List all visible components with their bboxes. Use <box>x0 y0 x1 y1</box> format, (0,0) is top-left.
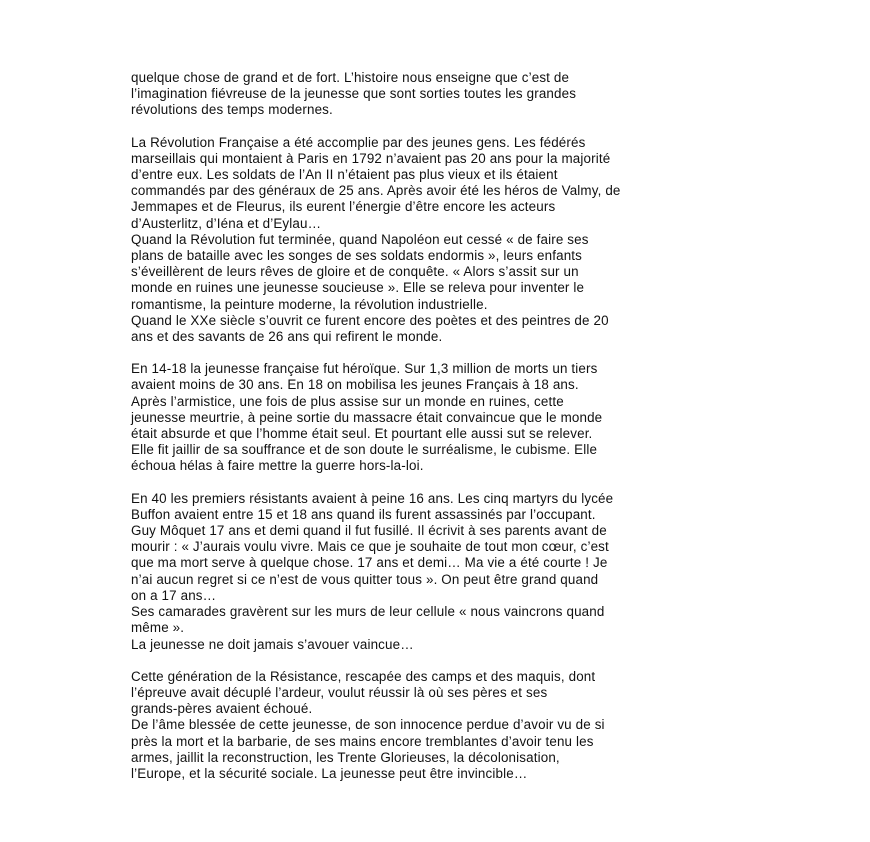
text-line: d’entre eux. Les soldats de l’An II n’étaient pas plus vieux et ils étaient <box>131 167 558 183</box>
text-line: En 14-18 la jeunesse française fut héroïque. Sur 1,3 million de morts un tiers <box>131 361 598 377</box>
text-line: Cette génération de la Résistance, rescapée des camps et des maquis, dont <box>131 668 596 684</box>
text-line: Après l’armistice, une fois de plus assise sur un monde en ruines, cette <box>131 393 564 409</box>
text-line: s’éveillèrent de leurs rêves de gloire et de conquête. « Alors s’assit sur un <box>131 264 579 280</box>
document-page <box>131 70 751 798</box>
text-line: l’imagination fiévreuse de la jeunesse que sont sorties toutes les grandes <box>131 86 577 102</box>
text-line: marseillais qui montaient à Paris en 1792 n’avaient pas 20 ans pour la majorité <box>131 150 611 166</box>
text-line: plans de bataille avec les songes de ses soldats endormis », leurs enfants <box>131 248 583 264</box>
text-line: ans et des savants de 26 ans qui refirent le monde. <box>131 329 443 345</box>
text-line: Quand la Révolution fut terminée, quand Napoléon eut cessé « de faire ses <box>131 231 589 247</box>
text-line: n’ai aucun regret si ce n’est de vous quitter tous ». On peut être grand quand <box>131 571 599 587</box>
text-line: La jeunesse ne doit jamais s’avouer vaincue… <box>131 636 414 652</box>
text-line: quelque chose de grand et de fort. L’histoire nous enseigne que c’est de <box>131 70 570 85</box>
text-line: De l’âme blessée de cette jeunesse, de son innocence perdue d’avoir vu de si <box>131 717 605 733</box>
paragraph-2 <box>131 135 751 346</box>
text-line: l’Europe, et la sécurité sociale. La jeunesse peut être invincible… <box>131 765 528 781</box>
text-line: révolutions des temps modernes. <box>131 102 333 118</box>
text-line: Guy Môquet 17 ans et demi quand il fut fusillé. Il écrivit à ses parents avant de <box>131 523 607 539</box>
text-line: on a 17 ans… <box>131 587 217 603</box>
text-line: grands-pères avaient échoué. <box>131 701 313 717</box>
text-line: Elle fit jaillir de sa souffrance et de son doute le surréalisme, le cubisme. Elle <box>131 442 598 458</box>
text-line: même ». <box>131 620 185 636</box>
text-line: jeunesse meurtrie, à peine sortie du massacre était convaincue que le monde <box>131 409 603 425</box>
paragraph-1 <box>131 70 751 119</box>
text-line: La Révolution Française a été accomplie par des jeunes gens. Les fédérés <box>131 134 586 150</box>
paragraph-4 <box>131 491 751 653</box>
text-line: Quand le XXe siècle s’ouvrit ce furent encore des poètes et des peintres de 20 <box>131 312 609 328</box>
text-line: était absurde et que l’homme était seul. Et pourtant elle aussi sut se relever. <box>131 426 593 442</box>
text-line: Ses camarades gravèrent sur les murs de leur cellule « nous vaincrons quand <box>131 604 605 620</box>
text-line: près la mort et la barbarie, de ses mains encore tremblantes d’avoir tenu les <box>131 733 594 749</box>
text-line: avaient moins de 30 ans. En 18 on mobilisa les jeunes Français à 18 ans. <box>131 377 579 393</box>
text-line: mourir : « J’aurais voulu vivre. Mais ce que je souhaite de tout mon cœur, c’est <box>131 539 609 555</box>
paragraph-5 <box>131 669 751 782</box>
text-line: échoua hélas à faire mettre la guerre hors-la-loi. <box>131 458 424 474</box>
text-line: que ma mort serve à quelque chose. 17 ans et demi… Ma vie a été courte ! Je <box>131 555 608 571</box>
text-line: Buffon avaient entre 15 et 18 ans quand ils furent assassinés par l’occupant. <box>131 506 596 522</box>
text-line: armes, jaillit la reconstruction, les Trente Glorieuses, la décolonisation, <box>131 749 560 765</box>
text-line: l’épreuve avait décuplé l’ardeur, voulut réussir là où ses pères et ses <box>131 684 548 700</box>
paragraph-3 <box>131 361 751 474</box>
text-line: En 40 les premiers résistants avaient à peine 16 ans. Les cinq martyrs du lycée <box>131 490 614 506</box>
text-line: d’Austerlitz, d’Iéna et d’Eylau… <box>131 215 322 231</box>
text-line: commandés par des généraux de 25 ans. Après avoir été les héros de Valmy, de <box>131 183 621 199</box>
text-line: romantisme, la peinture moderne, la révolution industrielle. <box>131 296 488 312</box>
text-line: Jemmapes et de Fleurus, ils eurent l’énergie d’être encore les acteurs <box>131 199 556 215</box>
text-line: monde en ruines une jeunesse soucieuse ». Elle se releva pour inventer le <box>131 280 585 296</box>
